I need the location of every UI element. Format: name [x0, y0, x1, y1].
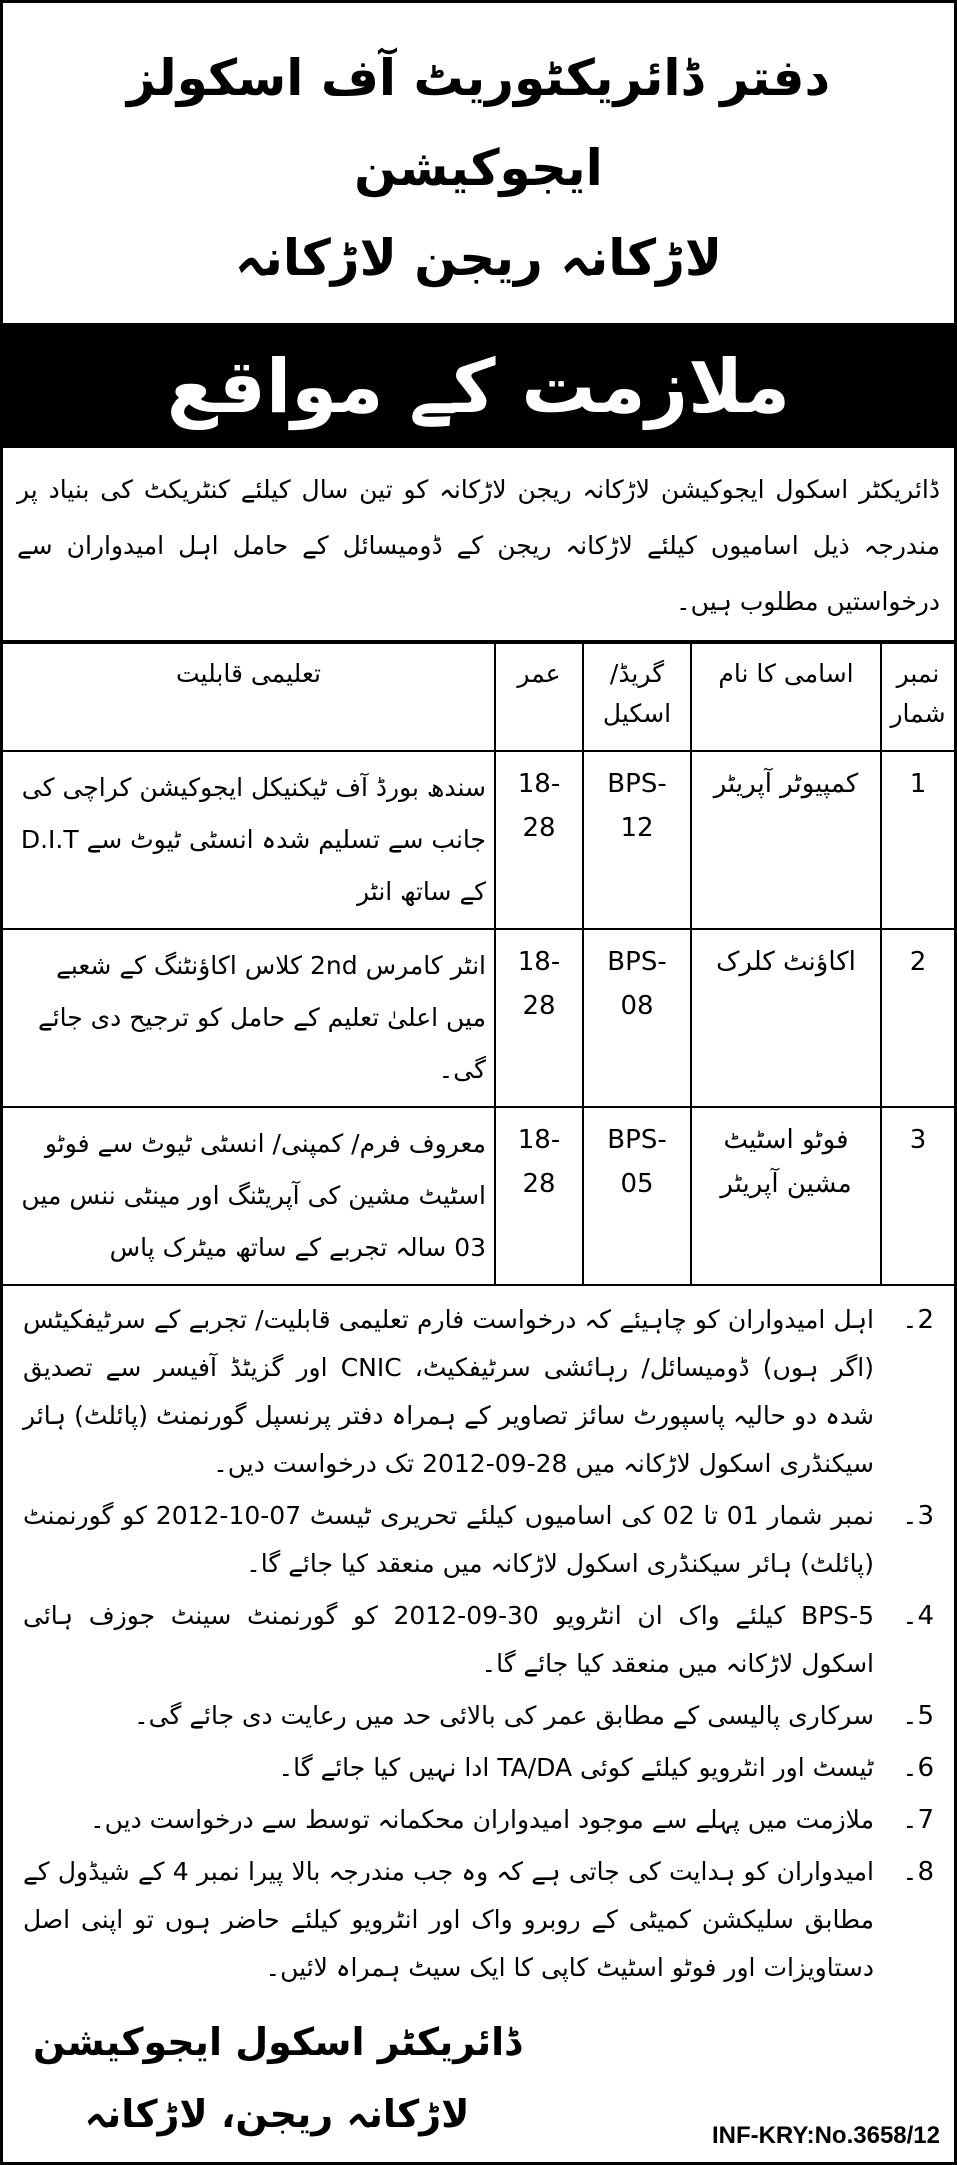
cell-number: 2 — [881, 929, 954, 1107]
table-row — [3, 751, 954, 929]
instruction-number: 6۔ — [902, 1753, 934, 1783]
instruction-item — [23, 1492, 934, 1588]
header-grade: گریڈ/ اسکیل — [583, 643, 691, 751]
cell-age: 18-28 — [495, 929, 583, 1107]
signature-title: ڈائریکٹر اسکول ایجوکیشن — [33, 2020, 522, 2064]
cell-post: اکاؤنٹ کلرک — [691, 929, 881, 1107]
instruction-item — [23, 1296, 934, 1488]
header-qualification: تعلیمی قابلیت — [3, 643, 495, 751]
cell-number: 3 — [881, 1107, 954, 1285]
banner-title: ملازمت کے مواقع — [3, 326, 954, 448]
signature-block — [33, 2006, 521, 2150]
instructions-list — [3, 1286, 954, 1996]
table-header-row — [3, 643, 954, 751]
instruction-number: 8۔ — [902, 1857, 934, 1887]
instruction-item — [23, 1796, 934, 1844]
intro-paragraph: ڈائریکٹر اسکول ایجوکیشن لاڑکانہ ریجن لاڑکانہ کو تین سال کیلئے کنٹریکٹ کی بنیاد پر مندرجہ ذیل اسامیوں کیلئے لاڑکانہ ریجن کے ڈومیسائل کے حامل اہل امیدواران سے درخواستیں مطلوب ہیں۔ — [3, 448, 954, 642]
office-location: لاڑکانہ ریجن لاڑکانہ — [234, 229, 723, 287]
cell-age: 18-28 — [495, 751, 583, 929]
instruction-item — [23, 1692, 934, 1740]
posts-table — [3, 642, 954, 1286]
cell-post: فوٹو اسٹیٹ مشین آپریٹر — [691, 1107, 881, 1285]
instruction-number: 7۔ — [902, 1805, 934, 1835]
instruction-item — [23, 1744, 934, 1792]
cell-number: 1 — [881, 751, 954, 929]
cell-post: کمپیوٹر آپریٹر — [691, 751, 881, 929]
instruction-text: ٹیسٹ اور انٹرویو کیلئے کوئی TA/DA ادا نہیں کیا جائے گا۔ — [278, 1753, 874, 1782]
instruction-item — [23, 1848, 934, 1992]
cell-qualification: معروف فرم/ کمپنی/ انسٹی ٹیوٹ سے فوٹو اسٹیٹ مشین کی آپریٹنگ اور مینٹی ننس میں 03 سالہ تجربے کے ساتھ میٹرک پاس — [3, 1107, 495, 1285]
office-title: دفتر ڈائریکٹوریٹ آف اسکولز ایجوکیشن — [126, 49, 831, 197]
instruction-text: BPS-5 کیلئے واک ان انٹرویو 30-09-2012 کو گورنمنٹ سینٹ جوزف ہائی اسکول لاڑکانہ میں منعقد کیا جائے گا۔ — [23, 1601, 874, 1678]
header-post: اسامی کا نام — [691, 643, 881, 751]
instruction-item — [23, 1592, 934, 1688]
cell-grade: BPS-12 — [583, 751, 691, 929]
instruction-text: امیدواران کو ہدایت کی جاتی ہے کہ وہ جب مندرجہ بالا پیرا نمبر 4 کے شیڈول کے مطابق سلیکشن کمیٹی کے روبرو واک اور انٹرویو کیلئے حاضر ہوں تو اپنی اصل دستاویزات اور فوٹو اسٹیٹ کاپی کا ایک سیٹ ہمراہ لائیں۔ — [23, 1857, 875, 1982]
instruction-text: اہل امیدواران کو چاہیئے کہ درخواست فارم تعلیمی قابلیت/ تجربے کے سرٹیفکیٹس (اگر ہوں) ڈومیسائل/ رہائشی سرٹیفکیٹ، CNIC اور گزیٹڈ آفیسر سے تصدیق شدہ دو حالیہ پاسپورٹ سائز تصاویر کے ہمراہ دفتر پرنسپل گورنمنٹ (پائلٹ) ہائر سیکنڈری اسکول لاڑکانہ میں 28-09-2012 تک درخواست دیں۔ — [23, 1305, 874, 1478]
table-row — [3, 929, 954, 1107]
instruction-number: 2۔ — [902, 1305, 934, 1335]
instruction-number: 3۔ — [902, 1501, 934, 1531]
instruction-number: 4۔ — [902, 1601, 934, 1631]
instruction-text: سرکاری پالیسی کے مطابق عمر کی بالائی حد میں رعایت دی جائے گی۔ — [134, 1701, 874, 1730]
cell-age: 18-28 — [495, 1107, 583, 1285]
header-age: عمر — [495, 643, 583, 751]
header-number: نمبر شمار — [881, 643, 954, 751]
table-row — [3, 1107, 954, 1285]
cell-qualification: انٹر کامرس 2nd کلاس اکاؤنٹنگ کے شعبے میں اعلیٰ تعلیم کے حامل کو ترجیح دی جائے گی۔ — [3, 929, 495, 1107]
signature-location: لاڑکانہ ریجن، لاڑکانہ — [84, 2092, 470, 2136]
reference-number: INF-KRY:No.3658/12 — [711, 2122, 940, 2149]
instruction-text: ملازمت میں پہلے سے موجود امیدواران محکمانہ توسط سے درخواست دیں۔ — [89, 1805, 874, 1834]
instruction-text: نمبر شمار 01 تا 02 کی اسامیوں کیلئے تحریری ٹیسٹ 07-10-2012 کو گورنمنٹ (پائلٹ) ہائر سیکنڈری اسکول لاڑکانہ میں منعقد کیا جائے گا۔ — [23, 1501, 874, 1578]
cell-qualification: سندھ بورڈ آف ٹیکنیکل ایجوکیشن کراچی کی جانب سے تسلیم شدہ انسٹی ٹیوٹ سے D.I.T کے ساتھ انٹر — [3, 751, 495, 929]
header — [3, 3, 954, 326]
footer — [3, 1996, 954, 2162]
cell-grade: BPS-05 — [583, 1107, 691, 1285]
cell-grade: BPS-08 — [583, 929, 691, 1107]
instruction-number: 5۔ — [902, 1701, 934, 1731]
